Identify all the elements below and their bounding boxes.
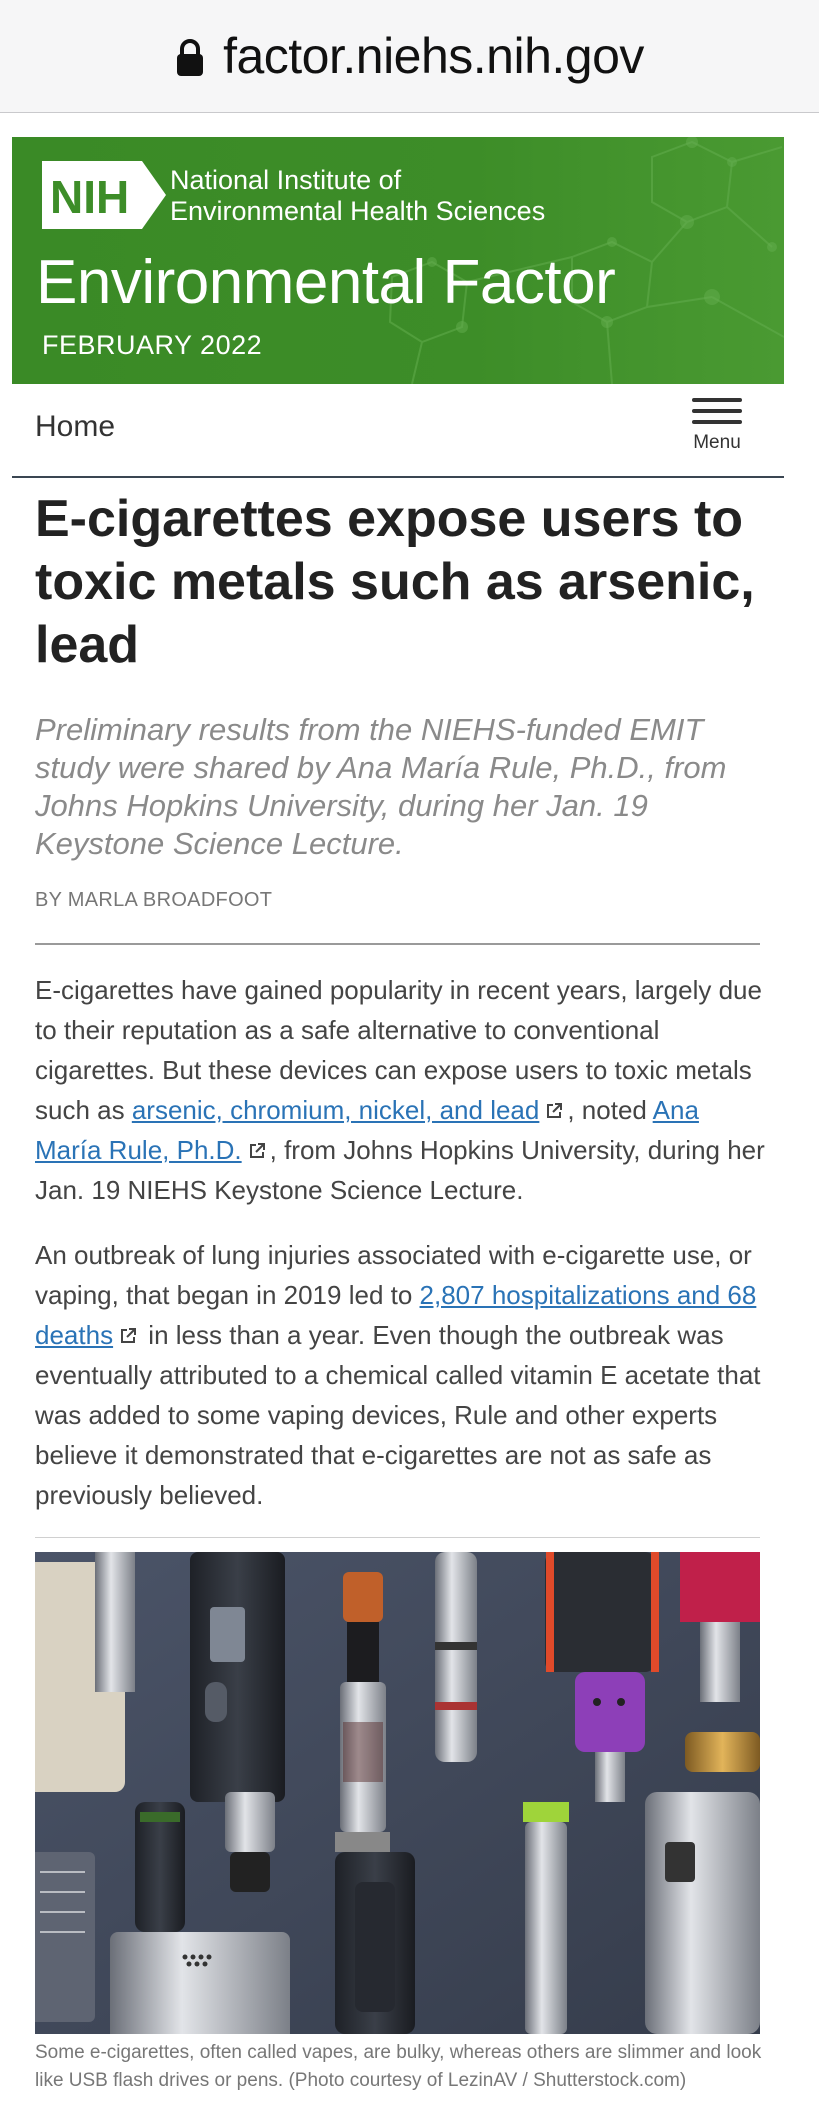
article-subhead: Preliminary results from the NIEHS-funded EMIT study were shared by Ana María Rule, Ph.D., from Johns Hopkins University, during her Jan. 19 Keystone Science Lecture. [35, 712, 727, 861]
menu-button[interactable] [684, 398, 750, 464]
paragraph-text: E-cigarettes have gained popularity in recent years, largely due to their reputation as a safe alternative to conventional cigarettes. But these devices can expose users to toxic metals such as [35, 975, 762, 1125]
nav-bar [12, 384, 784, 478]
article-paragraph-1 [35, 970, 765, 1210]
site-title[interactable]: Environmental Factor [36, 248, 616, 317]
lock-icon [175, 38, 205, 78]
divider [35, 943, 760, 945]
institute-name [170, 165, 545, 227]
site-banner [12, 137, 784, 384]
ecigarettes-photo [35, 1552, 760, 2034]
external-link-icon [545, 1102, 563, 1120]
institute-name-line2: Environmental Health Sciences [170, 196, 546, 226]
nih-logo [38, 157, 170, 233]
divider [35, 1537, 760, 1538]
article-headline: E-cigarettes expose users to toxic metals such as arsenic, lead [35, 490, 755, 674]
rule-profile-link[interactable]: Ana María Rule, Ph.D. [35, 1095, 699, 1165]
home-link[interactable]: Home [35, 410, 116, 443]
metals-link[interactable]: arsenic, chromium, nickel, and lead [131, 1095, 540, 1125]
paragraph-text: in less than a year. Even though the outbreak was eventually attributed to a chemical called vitamin E acetate that was added to some vaping devices, Rule and other experts believe it demonstrated that e-cigarettes are not as safe as previously believed. [35, 1320, 761, 1510]
hamburger-icon [692, 398, 742, 428]
paragraph-text: , noted [567, 1095, 653, 1125]
hospitalizations-link[interactable]: 2,807 hospitalizations and 68 deaths [35, 1280, 757, 1350]
external-link-icon [248, 1142, 266, 1160]
nih-logo-text: NIH [50, 171, 130, 223]
article-paragraph-2 [35, 1235, 765, 1515]
institute-name-line1: National Institute of [170, 165, 402, 195]
photo-caption: Some e-cigarettes, often called vapes, are bulky, whereas others are slimmer and look like USB flash drives or pens. (Photo courtesy of LezinAV / Shutterstock.com) [35, 2042, 762, 2091]
article-byline: BY MARLA BROADFOOT [35, 889, 273, 911]
ecigarettes-illustration [35, 1552, 760, 2034]
url-text: factor.niehs.nih.gov [223, 28, 644, 84]
paragraph-text: , from Johns Hopkins University, during her Jan. 19 NIEHS Keystone Science Lecture. [35, 1135, 765, 1205]
external-link-icon [119, 1327, 137, 1345]
issue-date: FEBRUARY 2022 [42, 330, 263, 360]
url-bar[interactable] [0, 0, 819, 113]
paragraph-text: An outbreak of lung injuries associated with e-cigarette use, or vaping, that began in 2019 led to [35, 1240, 752, 1310]
menu-label: Menu [693, 432, 741, 453]
